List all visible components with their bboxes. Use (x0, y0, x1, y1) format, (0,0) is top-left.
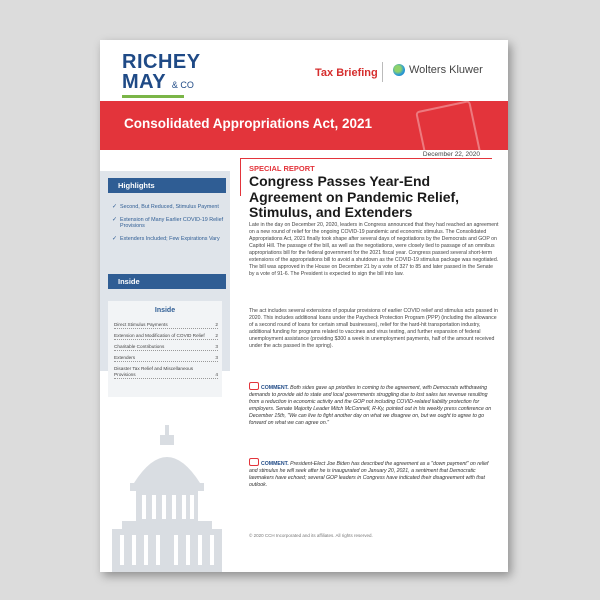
highlight-item: ✓ Extenders Included; Few Expirations Vary (112, 236, 224, 243)
toc-label: Extenders (114, 355, 136, 360)
inside-heading: Inside (108, 274, 226, 289)
logo-line-1: RICHEY (122, 51, 201, 73)
publisher-name: Wolters Kluwer (409, 64, 483, 76)
comment-label: COMMENT. (261, 385, 289, 391)
highlights-list (112, 204, 224, 248)
toc-label: Direct Stimulus Payments (114, 322, 168, 327)
toc-item (114, 322, 218, 329)
document-page (100, 40, 508, 572)
inside-box (108, 301, 222, 397)
richey-may-logo (122, 52, 201, 98)
body-paragraph: The act includes several extensions of popular provisions of earlier COVID relief and stimulus acts passed in 2020. This includes additional loans under the Paycheck Protection Program (PPP) (including the allowance of a second round of loans for certain small businesses), relief for the hard-hit transportation industry, additional funding for programs related to vaccines and virus testing, and further expansion of federal unemployment assistance (providing $300 a week in unemployment payments, half of the amount received under the acts passed in the spring). (249, 308, 498, 349)
globe-icon (393, 64, 405, 76)
comment-icon (249, 382, 259, 390)
document-watermark-icon (415, 101, 485, 150)
highlight-item: ✓ Second, But Reduced, Stimulus Payment (112, 204, 224, 211)
toc-page: 2 (215, 322, 218, 327)
logo-underline (122, 95, 184, 98)
highlight-item: ✓ Extension of Many Earlier COVID-19 Relief Provisions (112, 217, 224, 230)
header-divider (382, 62, 383, 82)
banner-title: Consolidated Appropriations Act, 2021 (124, 116, 373, 131)
toc-page: 3 (215, 355, 218, 360)
report-headline: Congress Passes Year-End Agreement on Pandemic Relief, Stimulus, and Extenders (249, 173, 460, 220)
toc-label: Charitable Contributions (114, 344, 165, 349)
toc-item (114, 344, 218, 351)
toc-label: Extension and Modification of COVID Relief (114, 333, 205, 338)
logo-may: MAY (122, 71, 166, 93)
report-rule-horizontal (240, 158, 492, 159)
comment-text: Both sides gave up priorities in coming to the agreement, with Democrats withdrawing demands to provide aid to state and local governments struggling due to lost sales tax revenue resulting from a reduction in economic activity and the GOP not including COVID-related liability protection for employers. Senate Majority Leader Mitch McConnell, R-Ky, pointed out in his weekly press conference on December 15th, "We can live to fight another day on what we disagree on, but we ought to agree to go forward on what we can agree on." (249, 385, 492, 426)
comment-icon (249, 458, 259, 466)
body-paragraph: Late in the day on December 20, 2020, leaders in Congress announced that they had reached an agreement on a new round of relief for the ongoing COVID-19 pandemic and economic stimulus. The Consolidated Appropriations Act, 2021 finally took shape after several days of negotiations by the Democrats and GOP on Capitol Hill. The passage of the bill, as well as the negotiations, were closely tied to passage of an omnibus appropriations bill for the federal government for the 2021 fiscal year. Congress passed several short-term extensions of the appropriations bill to avoid a shutdown as the COVID-19 stimulus package was negotiated. The bill was approved in the House on December 21 by a vote of 327 to 85 and later passed in the Senate by a vote of 91-6. The President is expected to sign the bill into law. (249, 222, 499, 277)
comment-block (249, 458, 497, 489)
toc-item (114, 355, 218, 362)
comment-label: COMMENT. (261, 461, 289, 467)
comment-text: President-Elect Joe Biden has described the agreement as a "down payment" on relief and stimulus he will seek after he is inaugurated on January 20, 2021, a sentiment that Democratic lawmakers have echoed; several GOP leaders in Congress have indicated their disagreement with that outlook. (249, 461, 489, 488)
logo-suffix: & CO (171, 80, 194, 90)
table-of-contents (114, 322, 218, 383)
toc-page: 4 (215, 372, 218, 377)
toc-page: 3 (215, 344, 218, 349)
comment-block (249, 382, 497, 427)
logo-line-2 (122, 72, 201, 92)
title-banner (100, 101, 508, 150)
toc-page: 2 (215, 333, 218, 338)
inside-title: Inside (154, 307, 176, 314)
issue-date: December 22, 2020 (422, 151, 480, 158)
publisher-logo (393, 64, 483, 76)
copyright-notice: © 2020 CCH Incorporated and its affiliates. All rights reserved. (249, 533, 373, 538)
capitol-building-illustration (112, 425, 222, 572)
tax-briefing-label: Tax Briefing (315, 67, 378, 79)
highlights-heading: Highlights (108, 178, 226, 193)
toc-label: Disaster Tax Relief and Miscellaneous Provisions (114, 366, 194, 377)
report-kicker: SPECIAL REPORT (249, 164, 315, 173)
report-rule-vertical (240, 158, 241, 196)
toc-item (114, 366, 218, 379)
toc-item (114, 333, 218, 340)
